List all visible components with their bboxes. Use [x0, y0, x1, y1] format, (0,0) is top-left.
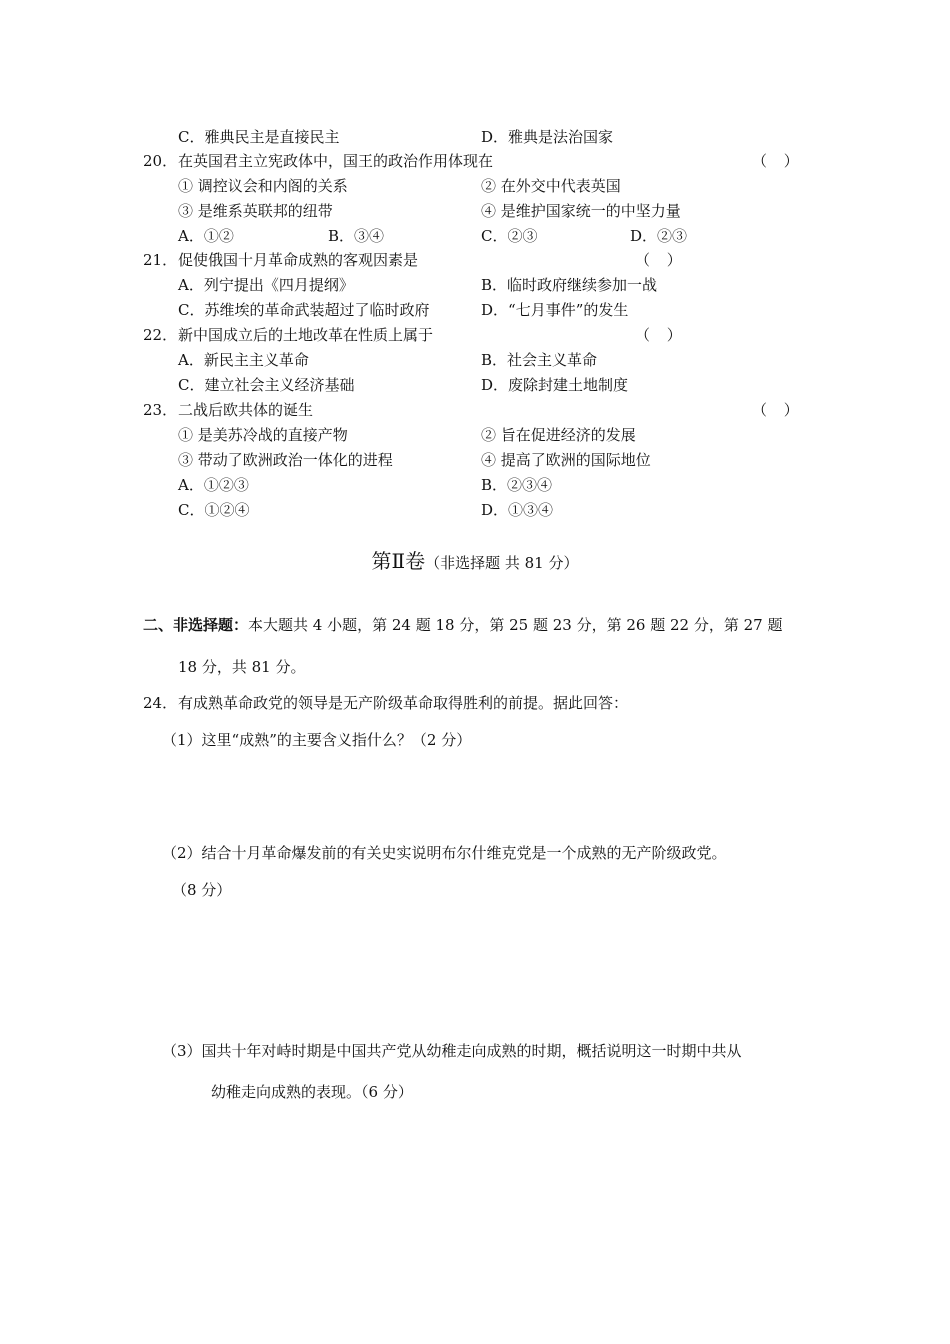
q23-option-b: B．②③④: [481, 476, 553, 494]
q20-statement-3: ③ 是维系英联邦的纽带: [178, 202, 333, 220]
q23-option-d: D．①③④: [481, 501, 554, 519]
q21-option-c: C．苏维埃的革命武装超过了临时政府: [178, 301, 430, 319]
q23-option-c: C．①②④: [178, 501, 250, 519]
q23-option-a: A．①②③: [178, 476, 249, 494]
q21-number: 21．: [143, 251, 178, 269]
q20-number: 20．: [143, 152, 178, 170]
q23-statement-2: ② 旨在促进经济的发展: [481, 426, 636, 444]
q22-answer-paren: （ ）: [635, 326, 688, 344]
q20-option-b: B．③④: [328, 227, 385, 245]
q20-option-a: A．①②: [178, 227, 234, 245]
q24-part-2-score: （8 分）: [172, 881, 232, 899]
q22-option-c: C．建立社会主义经济基础: [178, 376, 355, 394]
part2-heading-cont: 18 分，共 81 分。: [178, 658, 306, 676]
part2-title: [0, 548, 950, 576]
q22-stem: 新中国成立后的土地改革在性质上属于: [178, 326, 434, 344]
part2-heading-label: 二、非选择题：: [143, 616, 249, 634]
q23-statement-4: ④ 提高了欧洲的国际地位: [481, 451, 651, 469]
q24-stem: 有成熟革命政党的领导是无产阶级革命取得胜利的前提。据此回答：: [178, 694, 629, 712]
q20-statement-2: ② 在外交中代表英国: [481, 177, 621, 195]
q24-part-3-cont: 幼稚走向成熟的表现。（6 分）: [211, 1083, 413, 1101]
q21-option-d: D．“七月事件”的发生: [481, 301, 629, 319]
q20-statement-4: ④ 是维护国家统一的中坚力量: [481, 202, 681, 220]
q24-part-3: （3）国共十年对峙时期是中国共产党从幼稚走向成熟的时期，概括说明这一时期中共从: [162, 1042, 742, 1060]
q24-part-1: （1）这里“成熟”的主要含义指什么？（2 分）: [162, 731, 472, 749]
q21-answer-paren: （ ）: [635, 251, 688, 269]
part2-heading-text: 本大题共 4 小题，第 24 题 18 分，第 25 题 23 分，第 26 题 22 分，第 27 题: [248, 616, 783, 634]
q19-option-d: D．雅典是法治国家: [481, 128, 614, 146]
q19-option-c: C．雅典民主是直接民主: [178, 128, 340, 146]
q21-option-b: B．临时政府继续参加一战: [481, 276, 658, 294]
q22-option-a: A．新民主主义革命: [178, 351, 309, 369]
q20-stem: 在英国君主立宪政体中，国王的政治作用体现在: [178, 152, 494, 170]
q23-answer-paren: （ ）: [752, 401, 805, 419]
q22-option-b: B．社会主义革命: [481, 351, 598, 369]
part2-title-main: 第Ⅱ卷: [371, 549, 426, 573]
part2-heading: [143, 615, 782, 635]
q23-statement-3: ③ 带动了欧洲政治一体化的进程: [178, 451, 393, 469]
q21-option-a: A．列宁提出《四月提纲》: [178, 276, 354, 294]
q24-number: 24．: [143, 694, 178, 712]
q20-option-c: C．②③: [481, 227, 538, 245]
q22-number: 22．: [143, 326, 178, 344]
q22-option-d: D．废除封建土地制度: [481, 376, 629, 394]
q20-answer-paren: （ ）: [752, 152, 805, 170]
part2-title-sub: （非选择题 共 81 分）: [425, 554, 579, 572]
q23-stem: 二战后欧共体的诞生: [178, 401, 314, 419]
q21-stem: 促使俄国十月革命成熟的客观因素是: [178, 251, 419, 269]
q23-number: 23．: [143, 401, 178, 419]
q20-option-d: D．②③: [630, 227, 688, 245]
q20-statement-1: ① 调控议会和内阁的关系: [178, 177, 348, 195]
q23-statement-1: ① 是美苏冷战的直接产物: [178, 426, 348, 444]
q24-part-2: （2）结合十月革命爆发前的有关史实说明布尔什维克党是一个成熟的无产阶级政党。: [162, 844, 727, 862]
